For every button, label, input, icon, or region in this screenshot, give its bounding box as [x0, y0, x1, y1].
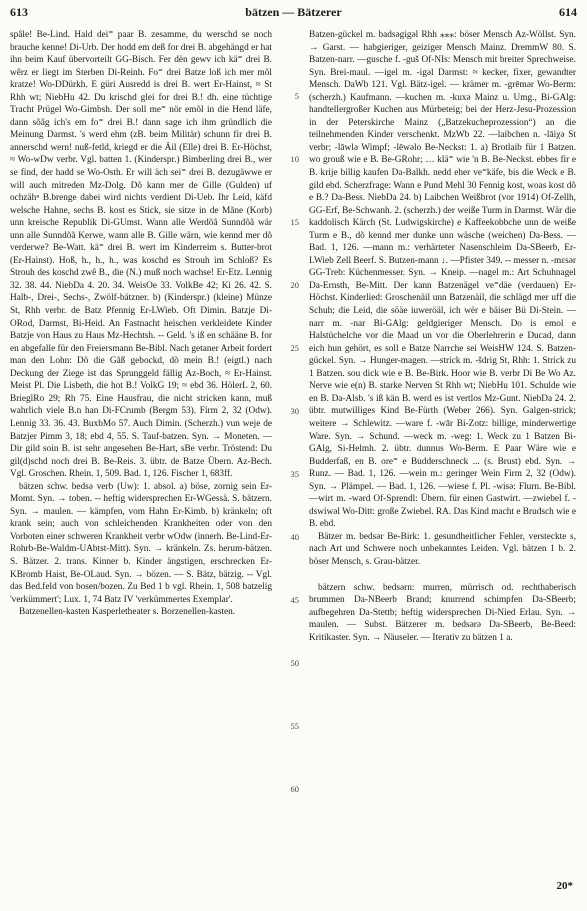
line-number: 5 [294, 91, 299, 101]
line-number: 20 [290, 280, 299, 290]
line-number: 55 [290, 721, 299, 731]
line-number: 30 [290, 406, 299, 416]
line-number: 60 [290, 784, 299, 794]
line-number: 50 [290, 658, 299, 668]
entry-baetzer: Bätzer m. bedsər Be-Birk: 1. gesundheitlicher Fehler, versteckte s, nach Art und Schwere noch unbekanntes Leiden. Vgl. bätzen 1 b. 2. böser Mensch, s. Grau-bätzer. [309, 531, 576, 567]
running-title: bätzen — Bätzerer [245, 5, 342, 19]
signature-mark: 20* [556, 880, 573, 892]
entry-baetzen: bätzen schw. bedsə verb (Uw): 1. absol. a) böse, zornig sein Er-Momt. Syn. → toben. -- heftig widersprechen Er-WGessä. S. bätzern. Syn. → maulen. — kämpfen, vom Hahn Er-Kimb. b) kränkeln; oft krank sein; auch von schleichenden Krankheiten oder von den Vorboten einer schweren Krankheit verbr wOdw (innerh. Be-Lind-Er-Rohrb-Be-Waldm-UAbtst-Mitt). Syn. → kränkeln. Zs. herum-bätzen. S. Bätzer. 2. trans. Kinner b. Kinder ängstigen, erschrecken Er-KBromb Haist, Be-OLaud. Syn. → bözen. — S. Bätz, bätzig. -- Vgl. das Bed.feld von bosen/bozen. Zu Bed 1 b vgl. Rhein. 1, 508 batzelig 'verkümmert'; Lux. 1, 74 Batz IV 'verkümmertes Exemplar'. [10, 481, 272, 605]
right-column [309, 29, 576, 644]
entry-batzenellen-kasten: Batzenellen-kasten Kasperletheater s. Borzenellen-kasten. [19, 607, 236, 618]
left-column [10, 29, 272, 619]
line-number: 45 [290, 595, 299, 605]
entry-batzen-compounds: Batzen-gückel m. badsəgigəl Rhh ⁎⁎⁎: böser Mensch Az-Wöllst. Syn. → Garst. — habgieriger, geiziger Mensch Mainz. DremmW 80. S. Batzen-narr. —gusche f. -guš Of-NIs: Mensch mit breiter Sprechweise. Syn. Brei-maul. —igel m. -igəl Darmst: ≈ kecker, fixer, gewandter Mensch. DaWb 121. Vgl. Bätz-igel. — krämer m. -grēmər Wo-Berm: (scherzh.) Kaufmann. —kuchen m. -kuxə Mainz u. Umg., Bi-GAlg: handtellergroßer Kuchen aus Mürbeteig; bei der Herz-Jesu-Prozession in der Peterskirche Mainz („Batzekucheprozession“) an die teilnehmenden Kinder verschenkt. MzWb 22. —laibchen n. -lāiχə St verbr; -lāwlə Wimpf; -lēwəlo Be-Neckst: 1. a) Brotlaib für 1 Batzen. wo grouß wie e B. Be-GRohr; … klä⁼ wie 'n B. Be-Neckst. ebbes fir e B. krije billig kaufen Da-Balkh. nedd eher ve⁼käfe, bis die Weck e B. gild ebd. Scherzfrage: Wann e Pund Mehl 30 Fennig kost, woas kost dõ e B.? Da-Bess. NiebDa 24. b) Laibchen Weißbrot (vor 1914) Of-Zellh, GG-Erf, Be-Schwanh. 2. (scherzh.) der weiße Turm in Darmst. Wär die kaddolisch Kärch (St. Ludwigskirche) e Kaffeekobbche unn de weiße Turm e B., dõ kennd mer dunke unn wäsche (weichen) Da-Bess. — Bad. 1, 126. —mann m.: verhärteter Nasenschleim Da-SBeerb, Er-LWieb Zell Beerf. S. Butzen-mann ↓. —Pfister 349. -- messer n. -mεsər GG-Treb: Küchenmesser. Syn. → Kneip. —nagel m.: Art Schuhnagel Da-Ernsth, Be-Mitt. Der kann Batzenägel ve⁼däe (verdauen) Er-Höchst. Kinderlied: Groschenäil unn Batzenäil, die schlägd mer uff die Schuh; die Leid, die söäe iuweröäl, ich wër e bäiser Bü Di-Stein. —narr m. -nar Bi-GAlg: geldgieriger Mensch. Do is emol e Halstüchelche vor die Maad un vor die Oberlehrerin e Ducad, dann eich hun gehört, es soll e Batze Narrche sei WeisHW 124. S. Batzen-gückel. Syn. → Hunger-magen. —strick m. -šdrig St, Rhh: 1. Strick zu 1 Batzen. sou dick wie e B. Be-Birk. Hoor wie B. verbr Di Be Wo Az. Nerve wie e(n) B. starke Nerven St Rhh wt; NiebHu 101. Schulde wie en B. Da-Alsb. 's iß kän B. werd es ist vertlos Mz-Gunt. NiebDa 24. 2. übtr. mutwilliges Kind Be-Fürth (Weber 266). Syn. Galgen-strick; weitere → Schlewitz. —ware f. -wār Bi-Zotz: billige, minderwertige Ware. Syn. → Schund. —weck m. -weg: 1. Weck zu 1 Batzen Bi-GAlg, Si-Helmh. 2. übtr. dunnus Wo-Berm. E Paar Wäre wie e Budderfaß, en B. ore⁼ e Budderschneck ... (s. Brust) ebd. Syn. → Runz. — Bad. 1, 126. —wein m.: geringer Wein Firm 2, 32 (Odw). Syn. → Plämpel. — Bad. 1, 126. —wiese f. Pl. -wisə: Flurn. Be-Bibl. —wirt m. -wərd Of-Sprendl: Übern. für einen Gastwirt. —zwiebel f. -dswiwəl Wo-Ditt: große Zwiebel. RA. Das Kind macht e Brudsch wie e B. ebd. [309, 30, 576, 530]
line-number: 15 [290, 217, 299, 227]
entry-continuation-batzen: spâle! Be-Lind. Hald dei⁼ paar B. zesamme, du werschd se noch brauche kenne! Di-Urb. Der hodd em deß for drei B. abgehängd er hat ihn beim Kauf übervorteilt GG-Bisch. Fer dën gewv ich kä⁼ drei B. wêrz er liegt im Sterben Di-Reinh. Fo⁼ drei Batze loß ich mer mõl kratze! Wo-DDürkh. E güri Ausredd is drei B. wert Er-Hainst, ≈ St Rhh wt; NiebHu 42. Du krischd glei for drei B.! dh. eine tüchtige Tracht Prügel Wo-Gimbsh. Der soll me⁼ nör emõl in die Hend läfe, dann sõãg ich's em fo⁼ drei B.! dann sage ich ihm gründlich die Meinung Darmst. 's werd ehm (zB. beim Militär) schunn fir drei B. annerschd wern! nuß-fetld, kriegd er die Äil (Elle) drei B. Er-Höchst, ≈ Wo-wDw verbr. Vgl. batten 1. (Kinderspr.) Bimberling drei B., wer se find, der hadd se Wo-Osth. Er will äch sei⁼ drei B. dezugäwwe er will auch mitreden Mz-Dolg. Dõ kann mer de Gille (Gulden) uf ochzähⁿ B.brenge dabei wird nichts verdient Di-Ueb. Ihr Leid, käfd welsche Hahne, sechs B. kost es Stick, sie sitze in de Mãne (Korb) unn kreische Republik Di-GUmst. Wann alle Werdõã Sunndõã wär unn alle Sunndõã Kerwe, wann alle B. Gille wärn, wie kennd mer dõ verderwe? Be-Watt. kä⁼ drei B. wert im Kinderreim s. Butter-brot (Er-Hainst). Hoß, h., h., h., was koschd es Strouh im Schloß? Es Strouh des koschd zwê B., die (N.) muß noch wachse! Er-Etz. Lennig 32. 38. 44. NiebDa 4. 20. 34. WeisOe 33. VolkBe 42; Ki 26. 42. S. Halb-, Drei-, Sechs-, Zwölf-bätzner. b) (Kinderspr.) (kleine) Münze St, Rhh verbr. de Batz Pfennig Er-LWieb. Oft Dimin. Batzje Di-ORod, Darmst, Bi-Heid. An Fastnacht heischen verkleidete Kinder Batzje von Haus zu Haus Mz-Hechtsh. -- Geld. 's iß en schääne B. for en abgefalle für den Freiersmann Be-Bibl. Nach getaner Arbeit fordert man den Lohn: Dõ die Gãß gebockd, dõ mein B.! (eigtl.) nach Deckung der Ziege ist das Sprunggeld fällig Az-Boch, ≈ Er-Hainst. Meist Pl. Die Lisbeth, die hot B.! VolkG 19; ≈ ebd 36. HölerL 2, 60. BrieglRo 29; Rh 75. Eine Hausfrau, die nicht stricken kann, muß wahrlich viele B.n han Di-FCrumb (Bergm 53). Firm 2, 32 (Odw). Lennig 33. 36. 43. BuxbMo 57. Auch Dimin. (Scherzh.) vun weje de Batzjer Pimm 3, 18; ebd 4, 55. S. Tauf-batzen. Syn. → Moneten. — Dir gild soin B. ist sehr angesehen Be-Hart, sBe verbr. Tröstend: Du gil(d)schd noch drei B. Be-Reis. 3. übtr. de Batze Übern. Az-Bech. Vgl. Groschen. Rhein. 1, 509. Bad. 1, 126. Fischer 1, 683ff. [10, 30, 272, 480]
page-header [10, 5, 577, 23]
line-number: 35 [290, 469, 299, 479]
right-page-number: 614 [559, 5, 577, 19]
line-number: 10 [290, 154, 299, 164]
line-number: 25 [290, 343, 299, 353]
line-number-gutter [283, 29, 301, 809]
left-page-number: 613 [10, 5, 28, 19]
entry-baetzern: bätzern schw. bedsərn: murren, mürrisch od. rechthaberisch brummen Da-NBeerb Brand; knurrend schimpfen Da-SBeerb; aufbegehren Da-Stettb; heftig widersprechen Di-Nied Erlau. Syn. → maulen. — Subst. Bätzerer m. bedsərə Da-SBeerb, Be-Beed: Kritikaster. Syn. → Näuseler. — Iterativ zu bätzen 1 a. [309, 582, 576, 643]
line-number: 40 [290, 532, 299, 542]
